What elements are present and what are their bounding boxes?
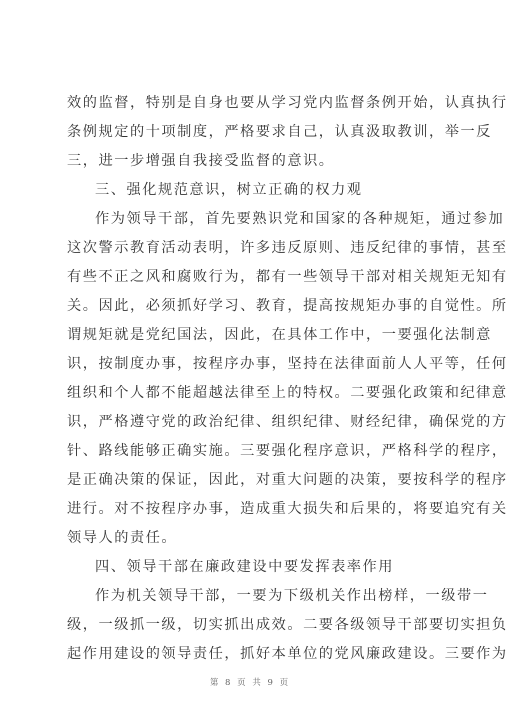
text-line: 有些不正之风和腐败行为，都有一些领导干部对相关规矩无知有 [67,269,508,285]
text-line: 三，进一步增强自我接受监督的意识。 [67,153,335,169]
text-line: 识，严格遵守党的政治纪律、组织纪律、财经纪律，确保党的方 [67,414,508,430]
text-line: 效的监督，特别是自身也要从学习党内监督条例开始，认真执行 [67,95,508,111]
text-line: 领导人的责任。 [67,530,178,546]
text-line: 谓规矩就是党纪国法，因此，在具体工作中，一要强化法制意 [67,327,492,343]
text-line: 起作用建设的领导责任，抓好本单位的党风廉政建设。三要作为 [67,646,508,662]
text-line: 级，一级抓一级，切实抓出成效。二要各级领导干部要切实担负 [67,617,508,633]
text-line: 进行。对不按程序办事，造成重大损失和后果的，将要追究有关 [67,501,508,517]
text-line: 条例规定的十项制度，严格要求自己，认真汲取教训，举一反 [67,124,492,140]
text-line: 这次警示教育活动表明，许多违反原则、违反纪律的事情，甚至 [67,240,508,256]
text-line: 识，按制度办事，按程序办事，坚持在法律面前人人平等，任何 [67,356,508,372]
section-heading: 四、领导干部在廉政建设中要发挥表率作用 [95,559,395,575]
text-line: 是正确决策的保证，因此，对重大问题的决策，要按科学的程序 [67,472,508,488]
text-line: 针、路线能够正确实施。三要强化程序意识，严格科学的程序， [67,443,508,459]
text-line: 组织和个人都不能超越法律至上的特权。二要强化政策和纪律意 [67,385,508,401]
section-heading: 三、强化规范意识，树立正确的权力观 [95,182,363,198]
text-line: 作为领导干部，首先要熟识党和国家的各种规矩，通过参加 [95,211,505,227]
text-line: 作为机关领导干部，一要为下级机关作出榜样，一级带一 [95,588,489,604]
text-line: 关。因此，必须抓好学习、教育，提高按规矩办事的自觉性。所 [67,298,508,314]
page-footer: 第 8 页 共 9 页 [209,678,291,688]
